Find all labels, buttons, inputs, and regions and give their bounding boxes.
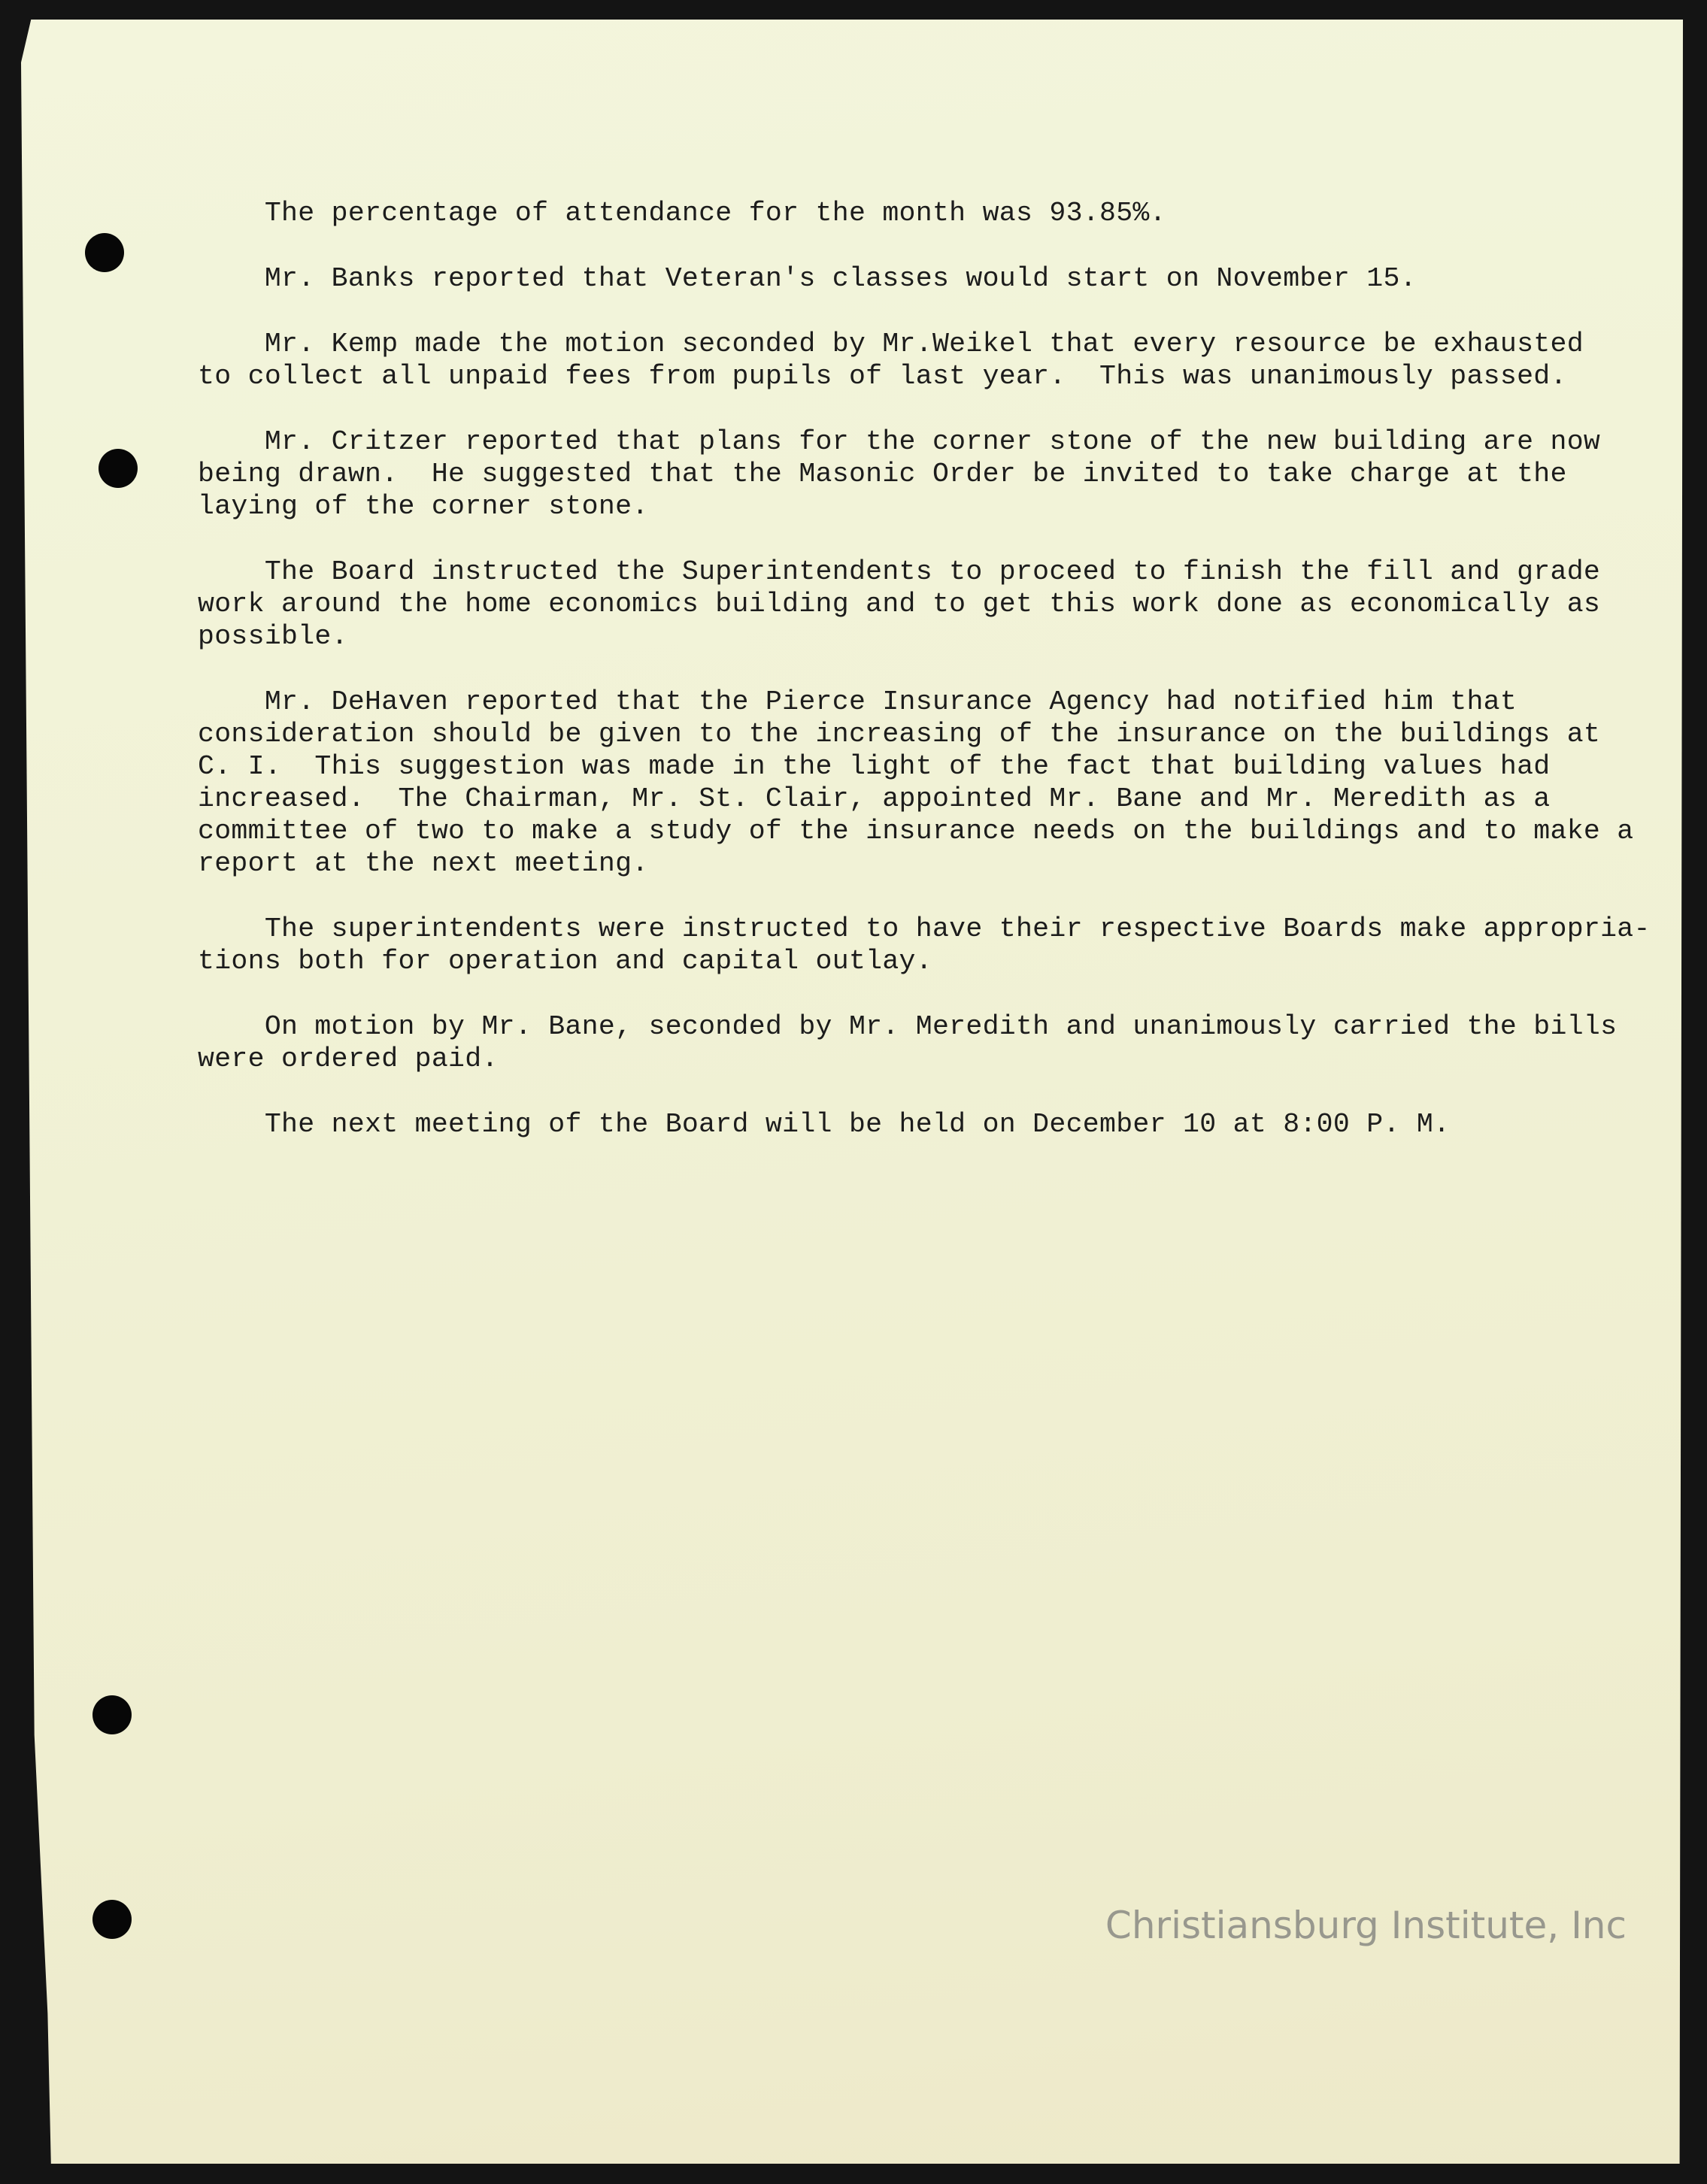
paragraph-appropriations: The superintendents were instructed to have their respective Boards make appropria- tions both for operation and capital outlay. <box>198 913 1651 977</box>
paragraph-veterans-classes: Mr. Banks reported that Veteran's classes would start on November 15. <box>198 263 1417 294</box>
watermark: Christiansburg Institute, Inc <box>1105 1904 1627 1947</box>
paragraph-corner-stone: Mr. Critzer reported that plans for the corner stone of the new building are now being drawn. He suggested that the Masonic Order be invited to take charge at the laying of the corner stone. <box>198 426 1601 522</box>
paragraph-fill-and-grade: The Board instructed the Superintendents to proceed to finish the fill and grade work around the home economics building and to get this work done as economically as possible. <box>198 556 1601 652</box>
meeting-minutes-text <box>198 197 1651 1174</box>
paragraph-bills-paid: On motion by Mr. Bane, seconded by Mr. Meredith and unanimously carried the bills were ordered paid. <box>198 1011 1618 1074</box>
paragraph-insurance: Mr. DeHaven reported that the Pierce Insurance Agency had notified him that consideration should be given to the increasing of the insurance on the buildings at C. I. This suggestion was made in the light of the fact that building values had increased. The Chairman, Mr. St. Clair, appointed Mr. Bane and Mr. Meredith as a committee of two to make a study of the insurance needs on the buildings and to make a report at the next meeting. <box>198 686 1634 879</box>
punch-hole-4 <box>92 1900 132 1939</box>
punch-hole-3 <box>92 1695 132 1734</box>
punch-hole-2 <box>99 449 138 488</box>
paragraph-unpaid-fees: Mr. Kemp made the motion seconded by Mr.Weikel that every resource be exhausted to collect all unpaid fees from pupils of last year. This was unanimously passed. <box>198 329 1584 392</box>
paragraph-attendance: The percentage of attendance for the month was 93.85%. <box>198 198 1166 229</box>
paragraph-next-meeting: The next meeting of the Board will be held on December 10 at 8:00 P. M. <box>198 1109 1451 1140</box>
punch-hole-1 <box>85 233 124 272</box>
